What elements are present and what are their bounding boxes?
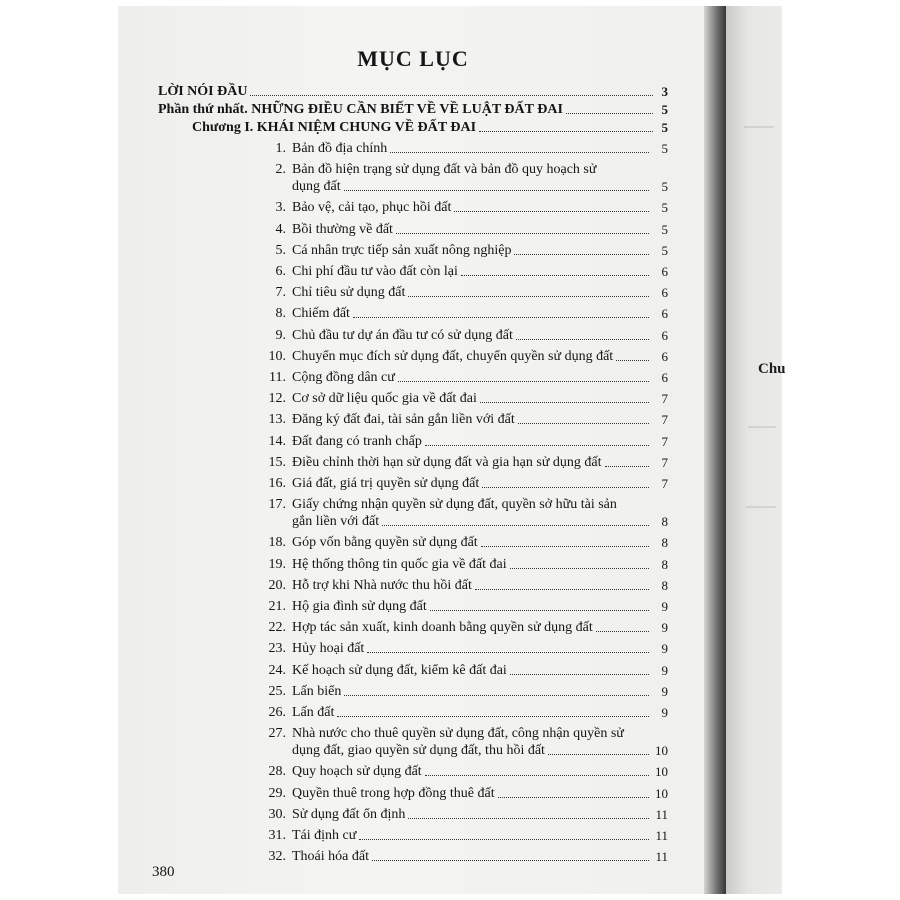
toc-item-number: 14. [268, 433, 286, 449]
dot-leader [498, 797, 649, 798]
toc-item [254, 577, 668, 594]
toc-item [254, 327, 668, 344]
toc-item-number: 24. [268, 662, 286, 678]
toc-item-page: 5 [661, 200, 668, 216]
dot-leader [344, 695, 649, 696]
dot-leader [566, 113, 653, 114]
toc-item [254, 640, 668, 657]
toc-item-text: Điều chỉnh thời hạn sử dụng đất và gia hạn sử dụng đất [292, 454, 602, 470]
toc-item [254, 598, 668, 615]
toc-item [254, 619, 668, 636]
dot-leader [382, 525, 649, 526]
dot-leader [353, 317, 649, 318]
toc-item-page: 9 [661, 662, 668, 678]
toc-item-number: 1. [275, 141, 286, 156]
toc-item-page: 5 [661, 221, 668, 237]
toc-item-number: 15. [268, 454, 286, 470]
toc-entry-chapter-one: Chương I. KHÁI NIỆM CHUNG VỀ ĐẤT ĐAI 5 [192, 120, 668, 135]
toc-item-page: 7 [661, 412, 668, 428]
toc-item-text: Thoái hóa đất [292, 849, 369, 865]
toc-item-page: 6 [661, 306, 668, 322]
dot-leader [408, 296, 649, 297]
toc-item-text: Chỉ tiêu sử dụng đất [292, 285, 406, 301]
dot-leader [475, 589, 649, 590]
toc-item-number: 25. [268, 683, 286, 699]
toc-item-page: 10 [655, 764, 668, 780]
toc-item [254, 704, 668, 721]
page-title: MỤC LỤC [357, 46, 469, 71]
dot-leader [337, 716, 649, 717]
toc-item-text: gắn liền với đất [292, 514, 380, 530]
toc-item-page: 6 [661, 285, 668, 301]
toc-item-text: Hợp tác sản xuất, kinh doanh bằng quyền sử dụng đất [292, 620, 593, 636]
toc-item [254, 496, 668, 530]
dot-leader [425, 445, 649, 446]
dot-leader [514, 254, 649, 255]
toc-item-text: Cá nhân trực tiếp sản xuất nông nghiệp [292, 242, 512, 258]
toc-item [254, 390, 668, 407]
toc-item-page: 6 [661, 370, 668, 385]
toc-item [254, 683, 668, 700]
toc-item [254, 411, 668, 428]
toc-item-text: dụng đất [292, 179, 341, 195]
toc-item-text: Giá đất, giá trị quyền sử dụng đất [292, 476, 480, 491]
toc-item-page: 8 [661, 577, 668, 593]
toc-item [254, 433, 668, 450]
toc-item [254, 199, 668, 216]
toc-item-page: 9 [661, 641, 668, 657]
toc-item-text: Cơ sở dữ liệu quốc gia về đất đai [292, 391, 477, 407]
toc-item-text: Đăng ký đất đai, tài sản gắn liền với đất [292, 412, 515, 428]
toc-item-page: 9 [661, 599, 668, 614]
toc-item-page: 7 [661, 454, 668, 470]
toc-item-text: Lấn đất [292, 705, 335, 720]
toc-item-page: 11 [655, 828, 668, 843]
toc-item-text: Nhà nước cho thuê quyền sử dụng đất, công nhận quyền sử [292, 726, 624, 742]
dot-leader [390, 152, 649, 153]
toc-item-number: 12. [268, 391, 286, 407]
toc-item-text: Quy hoạch sử dụng đất [292, 764, 422, 780]
toc-item [254, 556, 668, 573]
toc-item [254, 475, 668, 492]
dot-leader [408, 818, 649, 819]
toc-item-text: Bản đồ địa chính [292, 141, 388, 156]
toc-item-text: Chi phí đầu tư vào đất còn lại [292, 264, 458, 279]
toc-item [254, 806, 668, 823]
dot-leader [548, 754, 649, 755]
toc-item-text: Hỗ trợ khi Nhà nước thu hồi đất [292, 577, 472, 593]
toc-item-text: Bảo vệ, cải tạo, phục hồi đất [292, 200, 452, 216]
dot-leader [481, 546, 649, 547]
toc-item-page: 7 [661, 476, 668, 491]
toc-item-page: 5 [661, 141, 668, 156]
toc-item [254, 161, 668, 195]
toc-item-text: Bồi thường về đất [292, 221, 393, 237]
toc-item-text: Góp vốn bằng quyền sử dụng đất [292, 535, 478, 551]
toc-item-text: Đất đang có tranh chấp [292, 433, 422, 449]
toc-item-number: 29. [268, 785, 286, 801]
dot-leader [461, 275, 649, 276]
toc-item-text: Sử dụng đất ổn định [292, 806, 406, 822]
toc-item-page: 11 [655, 849, 668, 865]
toc-item-number: 31. [268, 828, 286, 843]
dot-leader [616, 360, 649, 361]
toc-item-number: 3. [275, 200, 286, 216]
dot-leader [479, 131, 653, 132]
toc-item-page: 7 [661, 391, 668, 407]
toc-item-page: 10 [655, 743, 668, 759]
toc-item-page: 8 [661, 556, 668, 572]
toc-item-text: Chiếm đất [292, 306, 350, 322]
toc-item-number: 11. [269, 370, 286, 385]
toc-item-page: 9 [661, 683, 668, 699]
dot-leader [359, 839, 649, 840]
toc-item-text: dụng đất, giao quyền sử dụng đất, thu hồi đất [292, 743, 545, 759]
toc-item-number: 4. [275, 221, 286, 237]
facing-page [726, 6, 782, 894]
dot-leader [518, 423, 649, 424]
toc-item-number: 2. [275, 162, 286, 178]
book-gutter-shadow [704, 6, 728, 894]
toc-entry-preface: LỜI NÓI ĐẦU 3 [158, 84, 668, 99]
dot-leader [372, 860, 649, 861]
faded-line [746, 506, 776, 508]
toc-item-text: Cộng đồng dân cư [292, 370, 395, 385]
toc-item-text: Chủ đầu tư dự án đầu tư có sử dụng đất [292, 327, 513, 343]
toc-item-number: 21. [268, 599, 286, 614]
dot-leader [396, 233, 649, 234]
toc-item-number: 22. [268, 620, 286, 636]
dot-leader [516, 339, 649, 340]
toc-item-text: Bản đồ hiện trạng sử dụng đất và bản đồ quy hoạch sử [292, 162, 597, 178]
toc-item-number: 6. [275, 264, 286, 279]
toc-item-page: 11 [655, 806, 668, 822]
toc-item-number: 9. [275, 327, 286, 343]
toc-item-page: 5 [661, 179, 668, 195]
toc-item [254, 369, 668, 386]
toc-item [254, 827, 668, 844]
dot-leader [398, 381, 649, 382]
toc-item [254, 848, 668, 865]
dot-leader [430, 610, 649, 611]
toc-item [254, 242, 668, 259]
toc-item-text: Chuyển mục đích sử dụng đất, chuyển quyền sử dụng đất [292, 348, 614, 364]
toc-item-number: 16. [268, 476, 286, 491]
dot-leader [425, 775, 649, 776]
toc-item-text: Quyền thuê trong hợp đồng thuê đất [292, 785, 495, 801]
dot-leader [596, 631, 649, 632]
toc-item-page: 8 [661, 535, 668, 551]
toc-item [254, 534, 668, 551]
toc-item [254, 348, 668, 365]
toc-item-text: Giấy chứng nhận quyền sử dụng đất, quyền sở hữu tài sản [292, 497, 617, 513]
toc-item-number: 28. [268, 764, 286, 780]
toc-item-number: 19. [268, 556, 286, 572]
toc-item [254, 221, 668, 238]
dot-leader [454, 211, 649, 212]
toc-item-text: Hộ gia đình sử dụng đất [292, 599, 427, 614]
toc-item-number: 13. [268, 412, 286, 428]
toc-item-number: 5. [275, 242, 286, 258]
toc-item-number: 26. [268, 705, 286, 720]
toc-item-text: Kế hoạch sử dụng đất, kiểm kê đất đai [292, 662, 507, 678]
faded-line [748, 426, 776, 428]
toc-item-page: 5 [661, 242, 668, 258]
toc-item-page: 9 [661, 705, 668, 720]
toc-item-page: 9 [661, 620, 668, 636]
dot-leader [367, 652, 649, 653]
dot-leader [510, 674, 649, 675]
toc-item [254, 284, 668, 301]
toc-item [254, 454, 668, 471]
toc-item-number: 18. [268, 535, 286, 551]
toc-item [254, 725, 668, 759]
toc-item-number: 8. [275, 306, 286, 322]
book-photo [118, 6, 786, 894]
dot-leader [605, 466, 649, 467]
toc-entry-part-one: Phần thứ nhất. NHỮNG ĐIỀU CẦN BIẾT VỀ VỀ LUẬT ĐẤT ĐAI 5 [158, 102, 668, 117]
toc-item-number: 20. [268, 577, 286, 593]
toc-item-number: 32. [268, 849, 286, 865]
toc-item [254, 140, 668, 157]
toc-item-page: 7 [661, 433, 668, 449]
toc-item [254, 785, 668, 802]
faded-line [744, 126, 774, 128]
toc-item-page: 6 [661, 327, 668, 343]
dot-leader [482, 487, 649, 488]
toc-item-number: 17. [268, 497, 286, 513]
toc-page [118, 6, 708, 894]
toc-item-text: Lấn biển [292, 683, 342, 699]
toc-item-page: 6 [661, 264, 668, 279]
toc-item-text: Hệ thống thông tin quốc gia về đất đai [292, 556, 507, 572]
toc-item-number: 23. [268, 641, 286, 657]
dot-leader [510, 568, 649, 569]
toc-item [254, 305, 668, 322]
toc-item-page: 10 [655, 785, 668, 801]
toc-item [254, 763, 668, 780]
page-number: 380 [152, 864, 175, 880]
toc-item-page: 8 [661, 514, 668, 530]
toc-item-number: 10. [268, 348, 286, 364]
toc-item-number: 27. [268, 726, 286, 742]
dot-leader [344, 190, 649, 191]
toc-item-number: 7. [275, 285, 286, 301]
facing-page-heading: Chu [758, 361, 786, 377]
toc-item-number: 30. [268, 806, 286, 822]
toc-item-text: Tái định cư [292, 828, 357, 843]
toc-item-page: 6 [661, 348, 668, 364]
dot-leader [480, 402, 649, 403]
toc-item [254, 662, 668, 679]
dot-leader [250, 95, 653, 96]
toc-item [254, 263, 668, 280]
toc-item-text: Hủy hoại đất [292, 641, 365, 657]
